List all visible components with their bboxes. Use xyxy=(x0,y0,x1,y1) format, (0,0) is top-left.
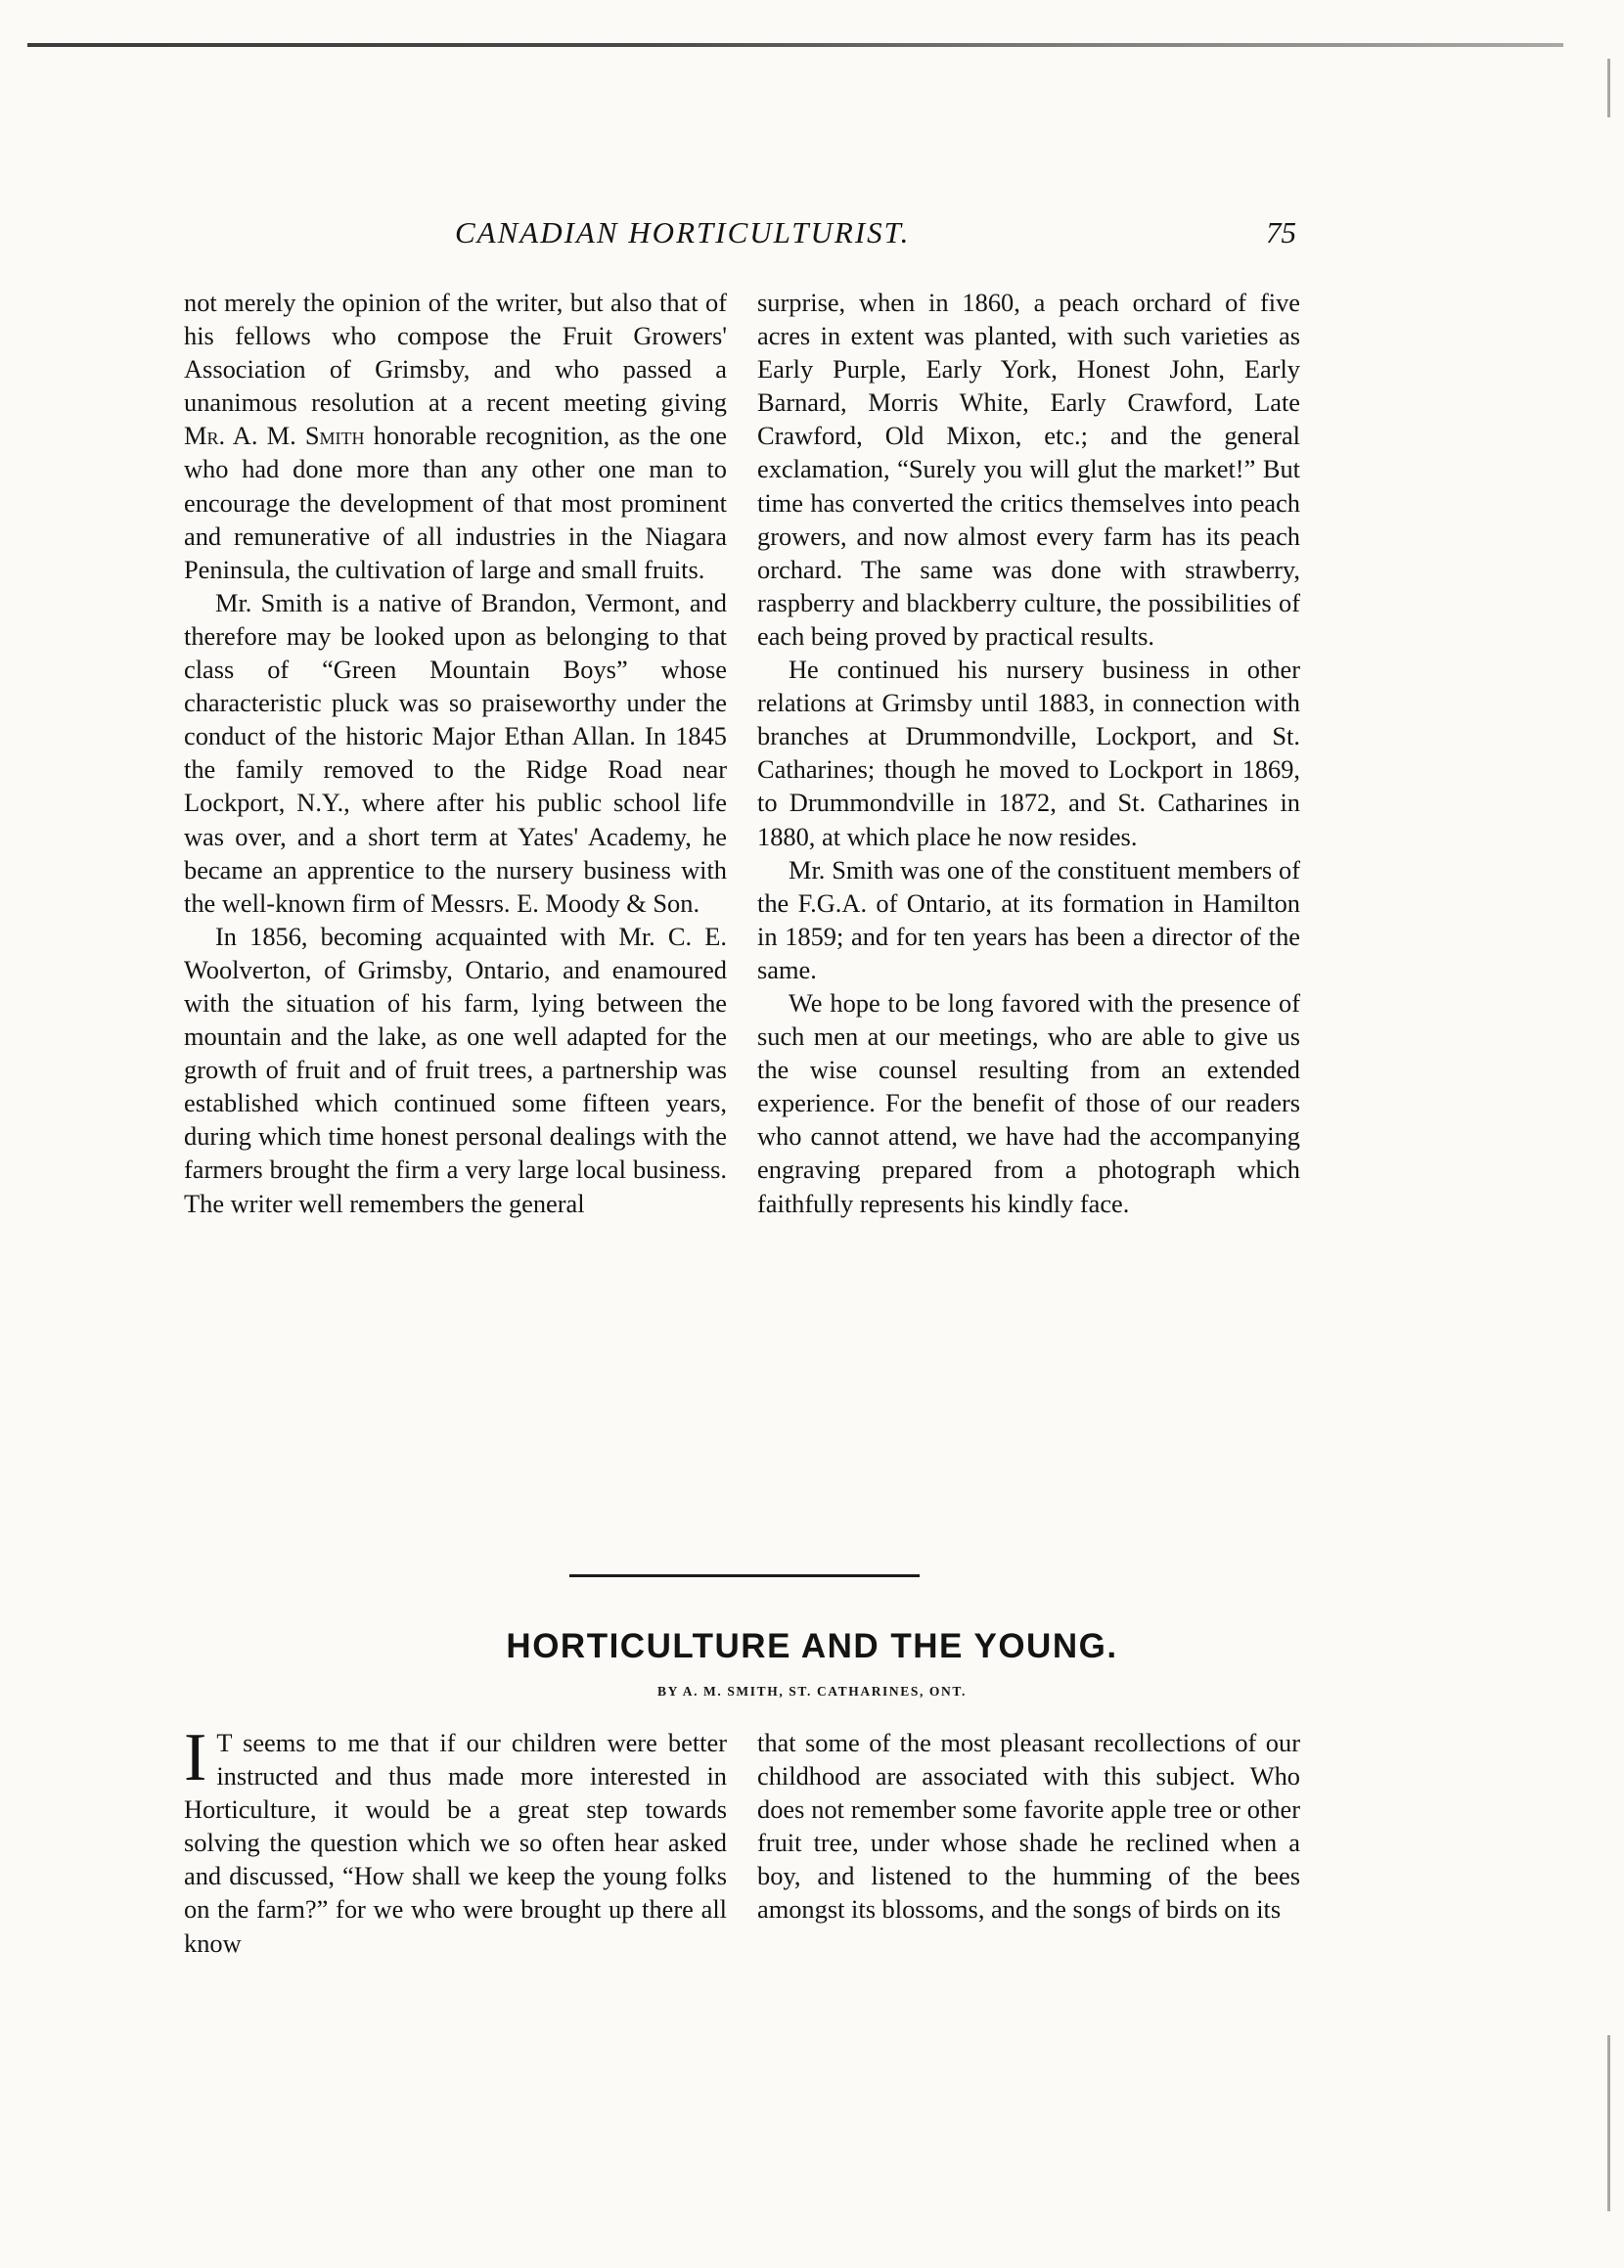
page-top-rule xyxy=(27,43,1563,47)
paragraph xyxy=(184,286,727,586)
page-edge-mark xyxy=(1607,2035,1610,2211)
paragraph: that some of the most pleasant recollections of our childhood are associated with this subject. Who does not remember some favorite apple tree or other fruit tree, under whose shade he reclined when a boy, and listened to the humming of the bees amongst its blossoms, and the songs of birds on its xyxy=(757,1728,1300,1925)
person-name: Mr. A. M. Smith xyxy=(184,421,365,451)
paragraph xyxy=(184,1720,727,1960)
paragraph: surprise, when in 1860, a peach orchard of five acres in extent was planted, with such varieties as Early Purple, Early York, Honest John, Early Barnard, Morris White, Early Crawford, Late Crawford, Old Mixon, etc.; and the general exclamation, “Surely you will glut the market!” But time has converted the critics themselves into peach growers, and now almost every farm has its peach orchard. The same was done with strawberry, raspberry and blackberry culture, the possibilities of each being proved by practical results. xyxy=(757,288,1300,651)
paragraph-text: not merely the opinion of the writer, but also that of his fellows who compose the Fruit Growers' Association of Grimsby, and who passed a unanimous resolution at a recent meeting giving xyxy=(184,288,727,418)
page-edge-mark xyxy=(1607,59,1610,117)
drop-cap: I xyxy=(184,1720,207,1795)
article-column-right xyxy=(757,1726,1300,1927)
article-column-left xyxy=(184,1720,727,1960)
paragraph-text: honorable recognition, as the one who had done more than any other one man to encourage the development of that most prominent and remunerative of all industries in the Niagara Peninsula, the cultivation of large and small fruits. xyxy=(184,421,727,584)
paragraph: Mr. Smith was one of the constituent members of the F.G.A. of Ontario, at its formation in Hamilton in 1859; and for ten years has been a director of the same. xyxy=(757,854,1300,984)
upper-column-left xyxy=(184,286,727,1220)
page-number: 75 xyxy=(1266,215,1296,249)
article-byline: BY A. M. SMITH, ST. CATHARINES, ONT. xyxy=(657,1684,967,1699)
paragraph: In 1856, becoming acquainted with Mr. C. E. Woolverton, of Grimsby, Ontario, and enamoured with the situation of his farm, lying between the mountain and the lake, as one well adapted for the growth of fruit and of fruit trees, a partnership was established which continued some fifteen years, during which time honest personal dealings with the farmers brought the firm a very large local business. The writer well remembers the general xyxy=(184,921,727,1218)
section-divider xyxy=(569,1574,920,1577)
page-header xyxy=(181,215,1296,258)
paragraph: We hope to be long favored with the presence of such men at our meetings, who are able to give us the wise counsel resulting from an extended experience. For the benefit of those of our readers who cannot attend, we have had the accompanying engraving prepared from a photograph which faithfully represents his kindly face. xyxy=(757,987,1300,1218)
article-title: HORTICULTURE AND THE YOUNG. xyxy=(506,1627,1118,1665)
running-title: CANADIAN HORTICULTURIST. xyxy=(455,215,911,249)
paragraph-text: T seems to me that if our children were better instructed and thus made more interested in Horticulture, it would be a great step towards solving the question which we so often hear asked and discussed, “How shall we keep the young folks on the farm?” for we who were brought up there all know xyxy=(184,1728,727,1958)
paragraph: He continued his nursery business in other relations at Grimsby until 1883, in connection with branches at Drummondville, Lockport, and St. Catharines; though he moved to Lockport in 1869, to Drummondville in 1872, and St. Catharines in 1880, at which place he now resides. xyxy=(757,655,1300,851)
paragraph: Mr. Smith is a native of Brandon, Vermont, and therefore may be looked upon as belonging to that class of “Green Mountain Boys” whose characteristic pluck was so praiseworthy under the conduct of the historic Major Ethan Allan. In 1845 the family removed to the Ridge Road near Lockport, N.Y., where after his public school life was over, and a short term at Yates' Academy, he became an apprentice to the nursery business with the well-known firm of Messrs. E. Moody & Son. xyxy=(184,587,727,918)
upper-column-right xyxy=(757,286,1300,1220)
